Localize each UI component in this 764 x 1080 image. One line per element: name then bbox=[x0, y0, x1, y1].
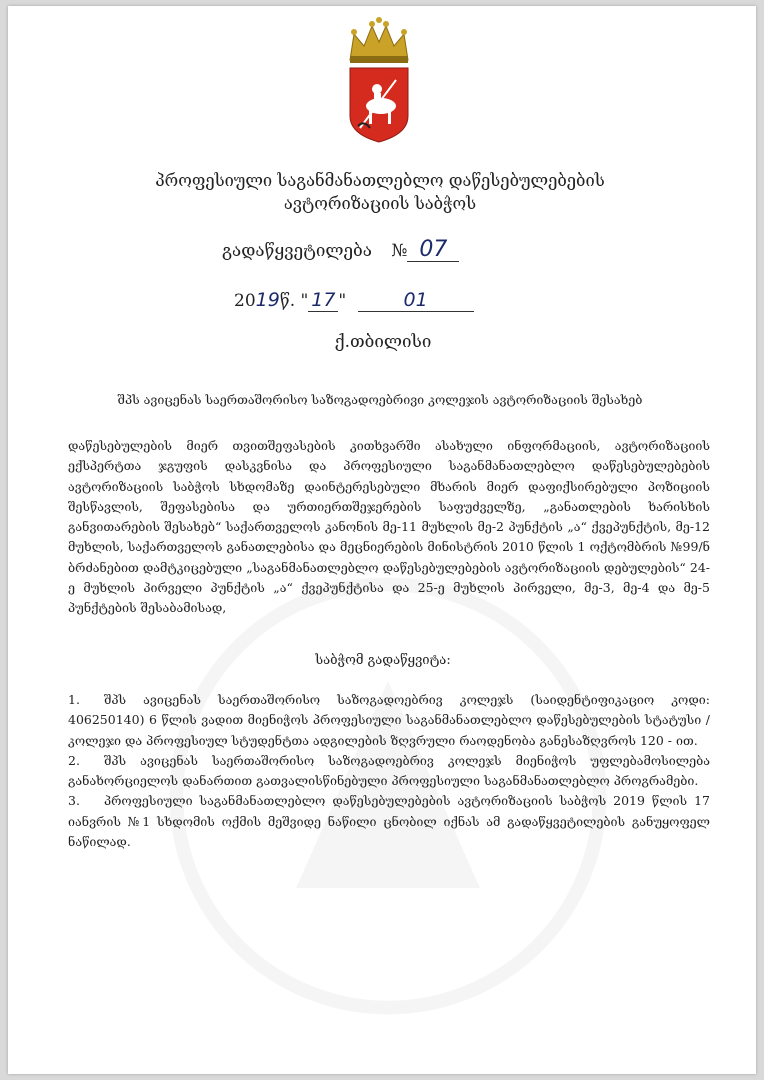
date-year-prefix: 20 bbox=[234, 291, 256, 311]
document-page bbox=[8, 6, 756, 1074]
decision-item: 3. პროფესიული საგანმანათლებლო დაწესებულებების ავტორიზაციის საბჭოს 2019 წლის 17 იანვრის №1 სხდომის ოქმის მეშვიდე ნაწილი ცნობილ იქნას ამ გადაწყვეტილების განუყოფელ ნაწილად. bbox=[68, 793, 710, 850]
coat-of-arms-icon bbox=[344, 16, 414, 144]
decision-number: 07 bbox=[407, 239, 459, 262]
decision-number-sign: № bbox=[391, 241, 408, 261]
decision-label: გადაწყვეტილება bbox=[222, 241, 372, 261]
org-title-line2: ავტორიზაციის საბჭოს bbox=[283, 194, 477, 213]
document-subject: შპს ავიცენას საერთაშორისო საზოგადოებრივი კოლეჯის ავტორიზაციის შესახებ bbox=[117, 392, 643, 407]
date-month: 01 bbox=[358, 289, 474, 312]
date-year-unit: წ. bbox=[279, 291, 296, 311]
city: ქ.თბილისი bbox=[334, 332, 432, 352]
decision-heading bbox=[222, 239, 562, 262]
org-title-line1: პროფესიული საგანმანათლებლო დაწესებულებების bbox=[155, 171, 605, 190]
decision-item: 1. შპს ავიცენას საერთაშორისო საზოგადოებრივ კოლეჯს (საიდენტიფიკაციო კოდი: 406250140) 6 წლის ვადით მიენიჭოს პროფესიული საგანმანათლებლო დაწესებულების სტატუსი / კოლეჯი და პროფესიულ სტუდენტთა ადგილების ზღვრული რაოდენობა განესაზღვროს 120 - ით. bbox=[68, 692, 710, 748]
org-title bbox=[48, 169, 712, 215]
date-year-suffix: 19 bbox=[255, 289, 280, 311]
preamble-paragraph: დაწესებულების მიერ თვითშეფასების კითხვარში ასახული ინფორმაციის, ავტორიზაციის ექსპერტთა ჯგუფის დასკვნისა და პროფესიული საგანმანათლებლო დაწესებულებების ავტორიზაციის საბჭოს სხდომაზე დაინტერესებული მხარის მიერ დაფიქსირებული პოზიციის შესწავლის, შეფასებისა და ურთიერთშეჯერების საფუძველზე, „განათლების ხარისხის განვითარების შესახებ“ საქართველოს კანონის მე-11 მუხლის მე-2 პუნქტის „ა“ ქვეპუნქტის, მე-12 მუხლის, საქართველოს განათლებისა და მეცნიერების მინისტრის 2010 წლის 1 ოქტომბრის №99/ნ ბრძანებით დამტკიცებული „საგანმანათლებლო დაწესებულებების ავტორიზაციის დებულების“ 24-ე მუხლის პირველი პუნქტის „ა“ ქვეპუნქტისა და 25-ე მუხლის პირველი, მე-3, მე-4 და მე-5 პუნქტების შესაბამისად, bbox=[68, 438, 710, 616]
decision-item: 2. შპს ავიცენას საერთაშორისო საზოგადოებრივ კოლეჯს მიენიჭოს უფლებამოსილება განახორციელოს დანართით გათვალისწინებული პროფესიული საგანმანათლებლო პროგრამები. bbox=[68, 752, 710, 789]
decision-date: 2019წ. " 17 " 01 bbox=[234, 289, 494, 312]
date-day: 17 bbox=[308, 289, 338, 312]
resolved-label: საბჭომ გადაწყვიტა: bbox=[315, 653, 451, 668]
decision-items bbox=[68, 690, 710, 852]
